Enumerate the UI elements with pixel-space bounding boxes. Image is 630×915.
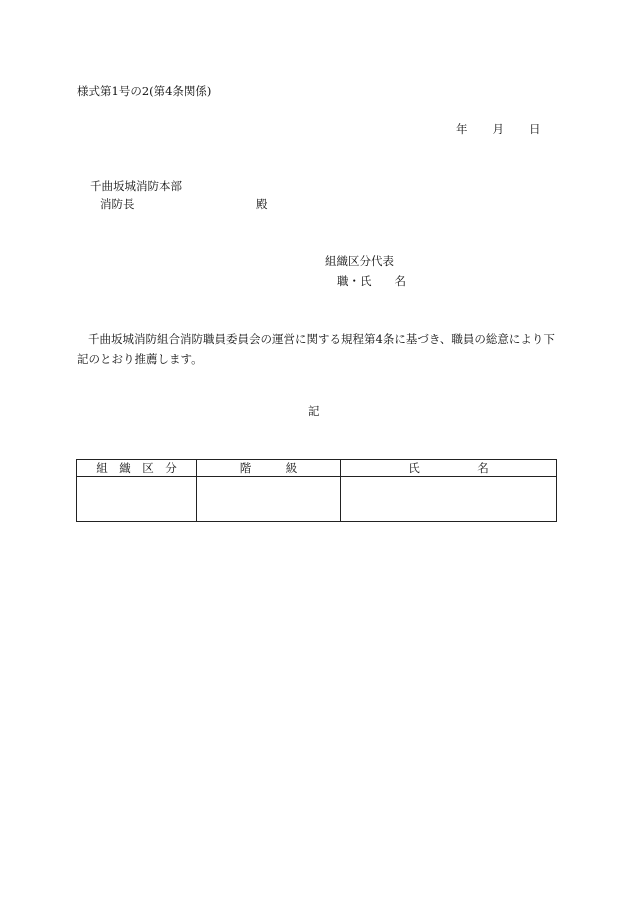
header-organization-division: 組 織 区 分 [77, 460, 197, 477]
addressee-organization: 千曲坂城消防本部 [90, 179, 182, 193]
header-name: 氏 名 [341, 460, 557, 477]
representative-name-label: 職・氏 名 [337, 274, 406, 288]
date-line [456, 124, 541, 136]
addressee-title: 消防長 [100, 197, 135, 211]
recommendation-table [76, 459, 557, 522]
date-day-label: 日 [529, 122, 541, 136]
date-month-label: 月 [492, 122, 504, 136]
representative-label: 組織区分代表 [325, 254, 394, 268]
header-rank: 階 級 [197, 460, 341, 477]
body-text: 千曲坂城消防組合消防職員委員会の運営に関する規程第4条に基づき、職員の総意により下記のとおり推薦します。 [77, 332, 555, 366]
addressee-honorific: 殿 [256, 197, 268, 211]
ki-heading: 記 [308, 404, 320, 418]
form-number: 様式第1号の2(第4条関係) [77, 84, 212, 98]
table-row [77, 477, 557, 522]
cell-rank[interactable] [197, 477, 341, 522]
cell-name[interactable] [341, 477, 557, 522]
date-year-label: 年 [456, 122, 468, 136]
table-header-row [77, 460, 557, 477]
cell-organization-division[interactable] [77, 477, 197, 522]
